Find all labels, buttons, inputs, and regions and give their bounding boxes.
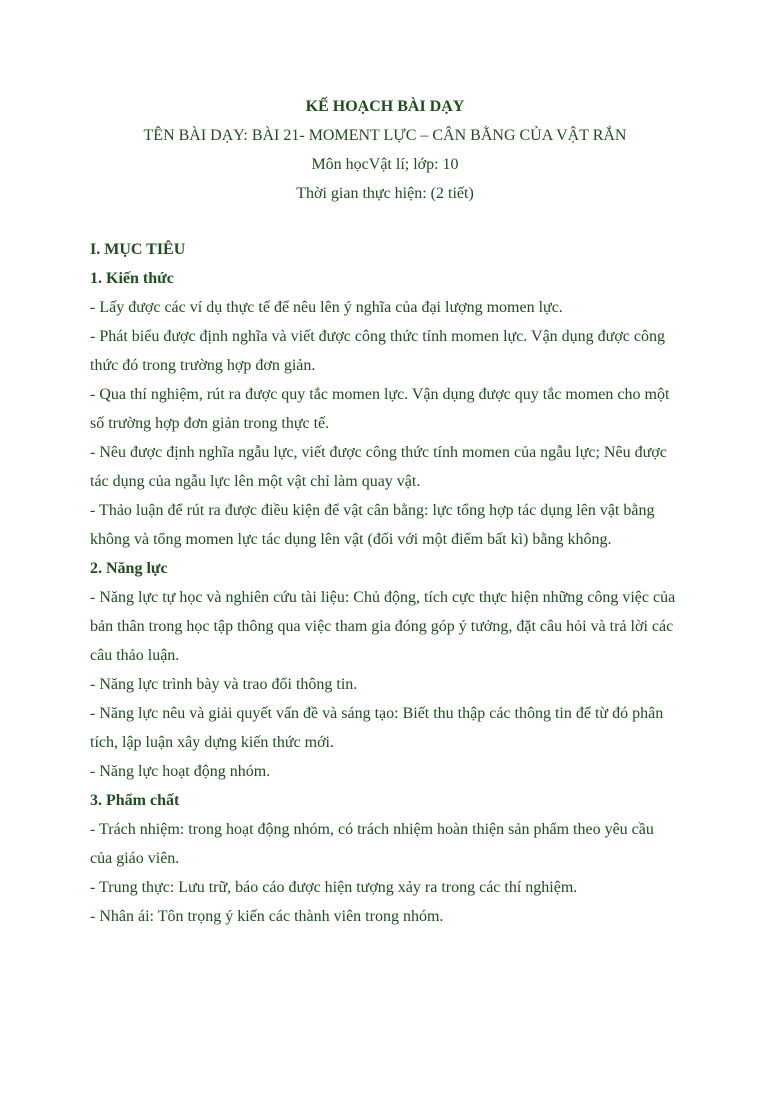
knowledge-item: - Qua thí nghiệm, rút ra được quy tắc momen lực. Vận dụng được quy tắc momen cho một số trường hợp đơn giản trong thực tế. bbox=[90, 386, 670, 432]
quality-item: - Nhân ái: Tôn trọng ý kiến các thành viên trong nhóm. bbox=[90, 908, 444, 925]
subsection-heading-competence: 2. Năng lực bbox=[90, 560, 168, 577]
competence-item: - Năng lực tự học và nghiên cứu tài liệu: Chủ động, tích cực thực hiện những công việc của bản thân trong học tập thông qua việc tham gia đóng góp ý tưởng, đặt câu hỏi và trả lời các câu thảo luận. bbox=[90, 589, 676, 664]
subject-line: Môn họcVật lí; lớp: 10 bbox=[311, 156, 459, 173]
knowledge-item: - Thảo luận để rút ra được điều kiện để vật cân bằng: lực tổng hợp tác dụng lên vật bằng không và tổng momen lực tác dụng lên vật (đối với một điểm bất kì) bằng không. bbox=[90, 502, 655, 548]
lesson-name: TÊN BÀI DẠY: BÀI 21- MOMENT LỰC – CÂN BẰNG CỦA VẬT RẮN bbox=[143, 127, 627, 144]
knowledge-item: - Lấy được các ví dụ thực tế để nêu lên ý nghĩa của đại lượng momen lực. bbox=[90, 299, 563, 316]
duration-line: Thời gian thực hiện: (2 tiết) bbox=[296, 185, 474, 202]
document-title: KẾ HOẠCH BÀI DẠY bbox=[305, 98, 465, 115]
competence-item: - Năng lực trình bày và trao đổi thông tin. bbox=[90, 676, 358, 693]
document-body bbox=[90, 235, 680, 931]
document-page bbox=[0, 92, 768, 1116]
knowledge-item: - Nêu được định nghĩa ngẫu lực, viết được công thức tính momen của ngẫu lực; Nêu được tác dụng của ngẫu lực lên một vật chỉ làm quay vật. bbox=[90, 444, 667, 490]
document-header bbox=[90, 92, 680, 208]
quality-item: - Trung thực: Lưu trữ, báo cáo được hiện tượng xảy ra trong các thí nghiệm. bbox=[90, 879, 578, 896]
quality-item: - Trách nhiệm: trong hoạt động nhóm, có trách nhiệm hoàn thiện sản phẩm theo yêu cầu của giáo viên. bbox=[90, 821, 654, 867]
knowledge-item: - Phát biểu được định nghĩa và viết được công thức tính momen lực. Vận dụng được công thức đó trong trường hợp đơn giản. bbox=[90, 328, 665, 374]
section-heading-objectives: I. MỤC TIÊU bbox=[90, 241, 186, 258]
subsection-heading-quality: 3. Phẩm chất bbox=[90, 792, 180, 809]
subsection-heading-knowledge: 1. Kiến thức bbox=[90, 270, 174, 287]
competence-item: - Năng lực hoạt động nhóm. bbox=[90, 763, 271, 780]
competence-item: - Năng lực nêu và giải quyết vấn đề và sáng tạo: Biết thu thập các thông tin để từ đó phân tích, lập luận xây dựng kiến thức mới. bbox=[90, 705, 664, 751]
